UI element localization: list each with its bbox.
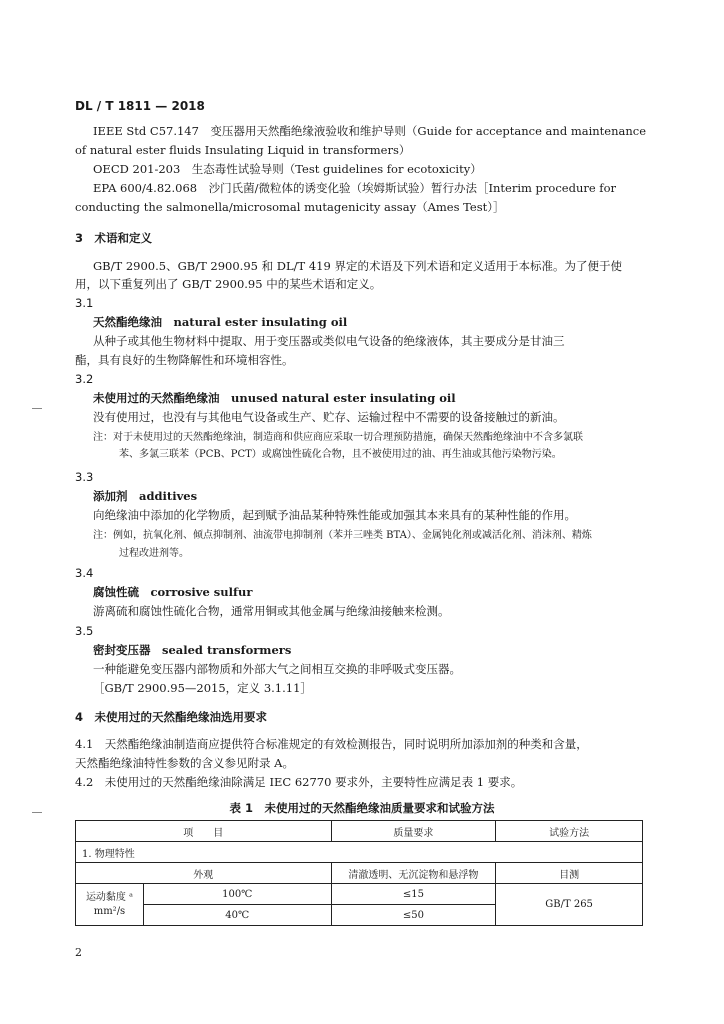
margin-tick (32, 812, 42, 813)
clause-4-1: 4.1 天然酯绝缘油制造商应提供符合标准规定的有效检测报告，同时说明所加添加剂的种类和含量， (75, 737, 588, 751)
term-title: 腐蚀性硫 corrosive sulfur (93, 585, 253, 599)
section-4-heading: 4 未使用过的天然酯绝缘油选用要求 (75, 710, 267, 724)
table-row (76, 884, 643, 905)
cell-temperature: 100℃ (143, 884, 331, 905)
table-header-row (76, 821, 643, 842)
term-title: 密封变压器 sealed transformers (93, 643, 292, 657)
reference-line: of natural ester fluids Insulating Liquid in transformers） (75, 143, 411, 157)
cell-temperature: 40℃ (143, 905, 331, 926)
term-definition: 向绝缘油中添加的化学物质，起到赋予油品某种特殊性能或加强其本来具有的某种性能的作用。 (93, 508, 576, 522)
cell-method: GB/T 265 (496, 884, 643, 926)
document-header: DL / T 1811 — 2018 (75, 99, 205, 113)
term-note: 过程改进剂等。 (119, 548, 189, 559)
term-definition: 一种能避免变压器内部物质和外部大气之间相互交换的非呼吸式变压器。 (93, 662, 461, 676)
term-note: 注：例如，抗氧化剂、倾点抑制剂、油流带电抑制剂（苯并三唑类 BTA）、金属钝化剂或减活化剂、消沫剂、精炼 (93, 530, 592, 541)
term-definition: 游离硫和腐蚀性硫化合物，通常用铜或其他金属与绝缘油接触来检测。 (93, 604, 450, 618)
reference-line: EPA 600/4.82.068 沙门氏菌/微粒体的诱变化验（埃姆斯试验）暂行办法［Interim procedure for (93, 181, 616, 195)
term-number: 3.5 (75, 624, 94, 638)
cell-requirement: 清澈透明、无沉淀物和悬浮物 (331, 863, 496, 884)
term-number: 3.1 (75, 296, 94, 310)
section-3-heading: 3 术语和定义 (75, 231, 153, 245)
cell-requirement: ≤50 (331, 905, 496, 926)
term-number: 3.2 (75, 372, 94, 386)
clause-4-2: 4.2 未使用过的天然酯绝缘油除满足 IEC 62770 要求外，主要特性应满足表 1 要求。 (75, 775, 523, 789)
term-definition: 酯，具有良好的生物降解性和环境相容性。 (75, 353, 294, 367)
table-title: 表 1 未使用过的天然酯绝缘油质量要求和试验方法 (229, 801, 495, 815)
term-number: 3.4 (75, 566, 94, 580)
term-definition: 从种子或其他生物材料中提取、用于变压器或类似电气设备的绝缘液体，其主要成分是甘油三 (93, 334, 565, 348)
page-number: 2 (75, 946, 82, 959)
quality-table (75, 820, 643, 926)
cell-requirement: ≤15 (331, 884, 496, 905)
cell-item-viscosity (76, 884, 144, 926)
term-title: 天然酯绝缘油 natural ester insulating oil (93, 315, 348, 329)
term-note: 苯、多氯三联苯（PCB、PCT）或腐蚀性硫化合物，且不被使用过的油、再生油或其他污染物污染。 (119, 449, 562, 460)
cell-method: 目测 (496, 863, 643, 884)
reference-line: conducting the salmonella/microsomal mutagenicity assay（Ames Test）］ (75, 200, 505, 214)
table-group-row (76, 842, 643, 863)
section-3-intro: GB/T 2900.5、GB/T 2900.95 和 DL/T 419 界定的术语及下列术语和定义适用于本标准。为了便于使 (93, 259, 622, 273)
term-source: ［GB/T 2900.95—2015，定义 3.1.11］ (93, 681, 312, 695)
clause-4-1-cont: 天然酯绝缘油特性参数的含义参见附录 A。 (75, 756, 294, 770)
cell-item: 外观 (76, 863, 332, 884)
margin-tick (32, 408, 42, 409)
header-requirement: 质量要求 (331, 821, 496, 842)
term-note: 注：对于未使用过的天然酯绝缘油，制造商和供应商应采取一切合理预防措施，确保天然酯绝缘油中不含多氯联 (93, 432, 583, 443)
group-label: 1. 物理特性 (76, 842, 643, 863)
header-method: 试验方法 (496, 821, 643, 842)
reference-line: OECD 201-203 生态毒性试验导则（Test guidelines for ecotoxicity） (93, 162, 482, 176)
term-definition: 没有使用过，也没有与其他电气设备或生产、贮存、运输过程中不需要的设备接触过的新油。 (93, 410, 565, 424)
section-3-intro: 用，以下重复列出了 GB/T 2900.95 中的某些术语和定义。 (75, 277, 382, 291)
reference-line: IEEE Std C57.147 变压器用天然酯绝缘液验收和维护导则（Guide for acceptance and maintenance (93, 124, 647, 138)
table-row (76, 863, 643, 884)
header-item: 项 目 (76, 821, 332, 842)
viscosity-unit: mm²/s (93, 905, 126, 917)
term-title: 添加剂 additives (93, 489, 198, 503)
term-title: 未使用过的天然酯绝缘油 unused natural ester insulating oil (93, 391, 456, 405)
viscosity-label: 运动黏度 ᵃ (85, 891, 133, 903)
term-number: 3.3 (75, 470, 94, 484)
